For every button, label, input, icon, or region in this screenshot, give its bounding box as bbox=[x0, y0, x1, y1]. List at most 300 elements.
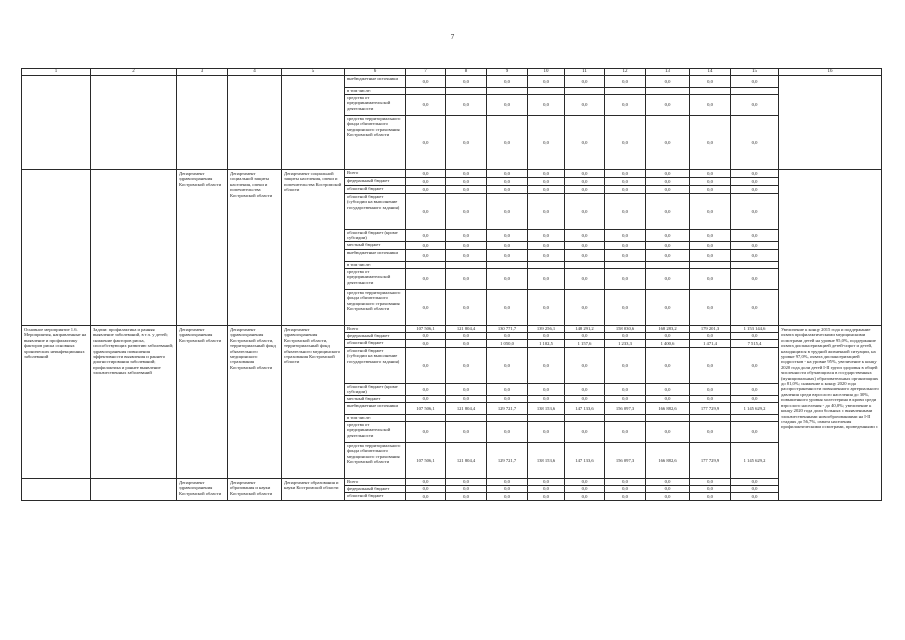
source-label: областной бюджет bbox=[345, 186, 406, 194]
source-label: средства от предпринимательской деятельности bbox=[345, 269, 406, 290]
value-cell: 0,0 bbox=[646, 95, 690, 116]
value-cell bbox=[731, 415, 779, 422]
value-cell: 1 153 144,6 bbox=[731, 326, 779, 333]
value-cell: 0,0 bbox=[565, 242, 605, 250]
value-cell bbox=[690, 415, 731, 422]
value-cell: 121 804,4 bbox=[446, 326, 487, 333]
value-cell: 0,0 bbox=[446, 290, 487, 326]
value-cell: 0,0 bbox=[406, 269, 446, 290]
value-cell: 0,0 bbox=[446, 76, 487, 88]
value-cell: 0,0 bbox=[487, 486, 528, 493]
value-cell: 0,0 bbox=[446, 194, 487, 230]
value-cell: 0,0 bbox=[646, 194, 690, 230]
value-cell bbox=[446, 88, 487, 95]
value-cell: 0,0 bbox=[446, 269, 487, 290]
value-cell: 0,0 bbox=[406, 170, 446, 178]
value-cell: 0,0 bbox=[406, 178, 446, 186]
value-cell: 0,0 bbox=[446, 230, 487, 242]
cell-col2-empty bbox=[91, 170, 177, 326]
cell-col2-empty bbox=[91, 479, 177, 501]
value-cell: 0,0 bbox=[690, 384, 731, 396]
value-cell: 107 506,1 bbox=[406, 326, 446, 333]
value-cell: 0,0 bbox=[731, 76, 779, 88]
value-cell: 158 030,6 bbox=[605, 326, 646, 333]
column-header: 3 bbox=[177, 69, 228, 76]
column-header: 9 bbox=[487, 69, 528, 76]
value-cell bbox=[646, 88, 690, 95]
source-label: областной бюджет bbox=[345, 493, 406, 501]
value-cell: 1 400,6 bbox=[646, 340, 690, 348]
value-cell: 0,0 bbox=[731, 250, 779, 262]
source-label: средства территориального фонда обязательного медицинского страхования Костромской области bbox=[345, 290, 406, 326]
value-cell: 0,0 bbox=[406, 250, 446, 262]
value-cell: 129 721,7 bbox=[487, 403, 528, 415]
co-executor: Департамент социальной защиты населения, опеки и попечительства Костромской области bbox=[228, 170, 282, 326]
value-cell bbox=[690, 88, 731, 95]
value-cell: 130 771,7 bbox=[487, 326, 528, 333]
cell-col1-empty bbox=[22, 170, 91, 326]
value-cell bbox=[406, 88, 446, 95]
value-cell: 0,0 bbox=[528, 170, 565, 178]
value-cell: 0,0 bbox=[605, 76, 646, 88]
column-header: 13 bbox=[646, 69, 690, 76]
value-cell: 0,0 bbox=[690, 486, 731, 493]
value-cell bbox=[446, 262, 487, 269]
value-cell: 0,0 bbox=[528, 396, 565, 403]
value-cell: 0,0 bbox=[646, 396, 690, 403]
column-header: 1 bbox=[22, 69, 91, 76]
value-cell: 0,0 bbox=[690, 333, 731, 340]
value-cell: 0,0 bbox=[528, 186, 565, 194]
value-cell: 0,0 bbox=[646, 269, 690, 290]
value-cell: 0,0 bbox=[605, 194, 646, 230]
value-cell: 0,0 bbox=[406, 493, 446, 501]
value-cell: 1 233,3 bbox=[605, 340, 646, 348]
source-label: средства территориального фонда обязательного медицинского страхования Костромской области bbox=[345, 116, 406, 170]
value-cell: 0,0 bbox=[731, 230, 779, 242]
value-cell: 0,0 bbox=[731, 194, 779, 230]
value-cell: 0,0 bbox=[690, 348, 731, 384]
column-header: 5 bbox=[282, 69, 345, 76]
value-cell: 0,0 bbox=[446, 348, 487, 384]
value-cell: 0,0 bbox=[406, 194, 446, 230]
value-cell: 0,0 bbox=[646, 384, 690, 396]
source-label: областной бюджет (кроме субсидии) bbox=[345, 230, 406, 242]
value-cell: 0,0 bbox=[446, 396, 487, 403]
value-cell bbox=[406, 262, 446, 269]
cell-col1-empty bbox=[22, 76, 91, 170]
column-header: 11 bbox=[565, 69, 605, 76]
value-cell: 168 283,2 bbox=[646, 326, 690, 333]
value-cell: 0,0 bbox=[646, 486, 690, 493]
source-label: областной бюджет (субсидии на выполнение государственного задания) bbox=[345, 348, 406, 384]
responsible-executor: Департамент здравоохранения Костромской области bbox=[177, 479, 228, 501]
cell-col3-empty bbox=[177, 76, 228, 170]
value-cell: 0,0 bbox=[690, 290, 731, 326]
column-header: 12 bbox=[605, 69, 646, 76]
value-cell: 0,0 bbox=[565, 348, 605, 384]
value-cell: 0,0 bbox=[528, 116, 565, 170]
participant: Департамент социальной защиты населения, опеки и попечительства Костромской области bbox=[282, 170, 345, 326]
value-cell: 0,0 bbox=[446, 250, 487, 262]
participant: Департамент здравоохранения Костромской области, территориальный фонд обязательного медицинского страхования Костромской области bbox=[282, 326, 345, 479]
value-cell bbox=[646, 262, 690, 269]
value-cell: 0,0 bbox=[690, 396, 731, 403]
value-cell: 0,0 bbox=[565, 486, 605, 493]
value-cell: 0,0 bbox=[565, 333, 605, 340]
value-cell: 0,0 bbox=[565, 170, 605, 178]
value-cell: 0,0 bbox=[406, 230, 446, 242]
value-cell: 0,0 bbox=[731, 290, 779, 326]
value-cell: 0,0 bbox=[605, 186, 646, 194]
value-cell: 0,0 bbox=[487, 116, 528, 170]
value-cell: 0,0 bbox=[731, 269, 779, 290]
value-cell: 0,0 bbox=[690, 422, 731, 443]
value-cell: 0,0 bbox=[487, 250, 528, 262]
value-cell: 0,0 bbox=[565, 178, 605, 186]
value-cell: 0,0 bbox=[646, 178, 690, 186]
page-number: 7 bbox=[450, 33, 455, 41]
value-cell: 0,0 bbox=[690, 186, 731, 194]
value-cell: 0,0 bbox=[487, 396, 528, 403]
value-cell: 138 153,6 bbox=[528, 443, 565, 479]
value-cell bbox=[528, 415, 565, 422]
value-cell: 1 050,0 bbox=[487, 340, 528, 348]
value-cell: 0,0 bbox=[690, 116, 731, 170]
value-cell: 0,0 bbox=[528, 422, 565, 443]
value-cell: 0,0 bbox=[565, 396, 605, 403]
value-cell: 0,0 bbox=[731, 333, 779, 340]
value-cell: 0,0 bbox=[731, 486, 779, 493]
value-cell: 0,0 bbox=[446, 116, 487, 170]
value-cell: 0,0 bbox=[406, 116, 446, 170]
cell-col2-empty bbox=[91, 76, 177, 170]
main-activity-title: Основное мероприятие 1.6. Мероприятия, направленные на выявление и профилактику факторов риска основных хронических неинфекционных заболеваний bbox=[22, 326, 91, 479]
source-label: в том числе: bbox=[345, 262, 406, 269]
value-cell: 0,0 bbox=[690, 493, 731, 501]
value-cell: 129 721,7 bbox=[487, 443, 528, 479]
column-header: 7 bbox=[406, 69, 446, 76]
value-cell: 0,0 bbox=[487, 422, 528, 443]
value-cell bbox=[565, 262, 605, 269]
value-cell: 1 157,6 bbox=[565, 340, 605, 348]
column-header: 6 bbox=[345, 69, 406, 76]
value-cell: 0,0 bbox=[731, 170, 779, 178]
value-cell: 0,0 bbox=[731, 116, 779, 170]
value-cell: 0,0 bbox=[605, 170, 646, 178]
value-cell: 107 506,1 bbox=[406, 403, 446, 415]
value-cell: 0,0 bbox=[446, 333, 487, 340]
responsible-executor: Департамент здравоохранения Костромской области bbox=[177, 326, 228, 479]
value-cell: 0,0 bbox=[565, 250, 605, 262]
value-cell: 0,0 bbox=[690, 170, 731, 178]
value-cell: 179 201,3 bbox=[690, 326, 731, 333]
value-cell: 0,0 bbox=[406, 396, 446, 403]
value-cell: 0,0 bbox=[406, 340, 446, 348]
value-cell: 1 145 629,2 bbox=[731, 403, 779, 415]
value-cell: 0,0 bbox=[446, 479, 487, 486]
source-label: внебюджетные источники bbox=[345, 250, 406, 262]
value-cell: 1 102,5 bbox=[528, 340, 565, 348]
value-cell: 0,0 bbox=[605, 486, 646, 493]
value-cell: 0,0 bbox=[690, 250, 731, 262]
value-cell: 0,0 bbox=[487, 178, 528, 186]
source-label: областной бюджет (кроме субсидии) bbox=[345, 384, 406, 396]
value-cell bbox=[731, 262, 779, 269]
value-cell: 0,0 bbox=[565, 384, 605, 396]
source-label: Всего bbox=[345, 479, 406, 486]
value-cell: 0,0 bbox=[528, 269, 565, 290]
value-cell: 0,0 bbox=[646, 348, 690, 384]
value-cell: 0,0 bbox=[605, 493, 646, 501]
value-cell: 147 133,6 bbox=[565, 403, 605, 415]
column-header: 8 bbox=[446, 69, 487, 76]
value-cell bbox=[487, 262, 528, 269]
value-cell: 0,0 bbox=[487, 479, 528, 486]
value-cell: 0,0 bbox=[406, 242, 446, 250]
value-cell: 0,0 bbox=[528, 290, 565, 326]
value-cell: 1 471,4 bbox=[690, 340, 731, 348]
value-cell: 0,0 bbox=[487, 348, 528, 384]
responsible-executor: Департамент здравоохранения Костромской области bbox=[177, 170, 228, 326]
value-cell: 0,0 bbox=[605, 230, 646, 242]
value-cell: 0,0 bbox=[605, 242, 646, 250]
value-cell: 0,0 bbox=[528, 493, 565, 501]
source-label: федеральный бюджет bbox=[345, 333, 406, 340]
value-cell: 0,0 bbox=[406, 95, 446, 116]
source-label: внебюджетные источники bbox=[345, 76, 406, 88]
column-header: 2 bbox=[91, 69, 177, 76]
value-cell: 0,0 bbox=[646, 116, 690, 170]
value-cell: 0,0 bbox=[731, 493, 779, 501]
value-cell: 0,0 bbox=[487, 290, 528, 326]
value-cell: 0,0 bbox=[487, 384, 528, 396]
value-cell: 0,0 bbox=[528, 194, 565, 230]
value-cell: 0,0 bbox=[605, 269, 646, 290]
value-cell: 0,0 bbox=[646, 250, 690, 262]
value-cell: 0,0 bbox=[528, 348, 565, 384]
value-cell: 121 804,4 bbox=[446, 443, 487, 479]
value-cell: 0,0 bbox=[565, 422, 605, 443]
value-cell: 0,0 bbox=[646, 170, 690, 178]
value-cell: 0,0 bbox=[528, 250, 565, 262]
value-cell: 0,0 bbox=[446, 340, 487, 348]
co-executor: Департамент здравоохранения Костромской области, территориальный фонд обязательного медицинского страхования Костромской области bbox=[228, 326, 282, 479]
value-cell bbox=[565, 415, 605, 422]
column-header: 10 bbox=[528, 69, 565, 76]
value-cell: 0,0 bbox=[446, 493, 487, 501]
value-cell: 0,0 bbox=[487, 76, 528, 88]
value-cell: 177 729,9 bbox=[690, 403, 731, 415]
value-cell: 0,0 bbox=[406, 186, 446, 194]
value-cell: 1 145 629,2 bbox=[731, 443, 779, 479]
value-cell: 0,0 bbox=[690, 178, 731, 186]
co-executor: Департамент образования и науки Костромской области bbox=[228, 479, 282, 501]
value-cell bbox=[605, 415, 646, 422]
value-cell: 0,0 bbox=[690, 95, 731, 116]
source-label: Всего bbox=[345, 326, 406, 333]
value-cell: 139 256,1 bbox=[528, 326, 565, 333]
value-cell: 0,0 bbox=[646, 242, 690, 250]
value-cell: 148 291,2 bbox=[565, 326, 605, 333]
value-cell: 0,0 bbox=[605, 290, 646, 326]
value-cell: 0,0 bbox=[731, 242, 779, 250]
value-cell: 0,0 bbox=[646, 290, 690, 326]
value-cell bbox=[605, 88, 646, 95]
value-cell: 0,0 bbox=[487, 493, 528, 501]
value-cell: 0,0 bbox=[646, 230, 690, 242]
value-cell: 0,0 bbox=[605, 333, 646, 340]
participant: Департамент образования и науки Костромской области bbox=[282, 479, 345, 501]
value-cell: 0,0 bbox=[605, 479, 646, 486]
value-cell: 0,0 bbox=[406, 479, 446, 486]
value-cell bbox=[487, 415, 528, 422]
value-cell: 0,0 bbox=[731, 186, 779, 194]
value-cell: 166 882,6 bbox=[646, 443, 690, 479]
value-cell: 0,0 bbox=[565, 76, 605, 88]
value-cell: 0,0 bbox=[528, 384, 565, 396]
value-cell bbox=[406, 415, 446, 422]
value-cell: 0,0 bbox=[646, 479, 690, 486]
activity-tasks: Задачи: профилактика и ранняя выявление заболеваний, в т.ч. у детей; снижение факторов риска, способствующих развитию заболеваний; здравоохранения повышения эффективности выявления и раннего диагностирования заболеваний; профилактика и раннее выявление злокачественных заболеваний bbox=[91, 326, 177, 479]
value-cell: 0,0 bbox=[731, 422, 779, 443]
value-cell: 0,0 bbox=[406, 422, 446, 443]
value-cell: 0,0 bbox=[646, 333, 690, 340]
value-cell: 0,0 bbox=[731, 384, 779, 396]
value-cell: 0,0 bbox=[487, 194, 528, 230]
value-cell: 0,0 bbox=[646, 493, 690, 501]
value-cell: 0,0 bbox=[528, 230, 565, 242]
value-cell: 147 133,6 bbox=[565, 443, 605, 479]
value-cell: 0,0 bbox=[565, 116, 605, 170]
value-cell: 0,0 bbox=[487, 333, 528, 340]
value-cell: 0,0 bbox=[565, 95, 605, 116]
source-label: областной бюджет (субсидии на выполнение государственного задания) bbox=[345, 194, 406, 230]
source-label: федеральный бюджет bbox=[345, 178, 406, 186]
value-cell: 0,0 bbox=[528, 333, 565, 340]
value-cell: 166 882,6 bbox=[646, 403, 690, 415]
value-cell bbox=[690, 262, 731, 269]
value-cell: 0,0 bbox=[605, 95, 646, 116]
source-label: в том числе: bbox=[345, 415, 406, 422]
value-cell: 0,0 bbox=[690, 76, 731, 88]
value-cell: 0,0 bbox=[565, 479, 605, 486]
column-header: 4 bbox=[228, 69, 282, 76]
value-cell: 0,0 bbox=[731, 178, 779, 186]
cell-col4-empty bbox=[228, 76, 282, 170]
value-cell: 0,0 bbox=[605, 422, 646, 443]
value-cell bbox=[487, 88, 528, 95]
source-label: местный бюджет bbox=[345, 396, 406, 403]
value-cell: 0,0 bbox=[446, 422, 487, 443]
column-header: 14 bbox=[690, 69, 731, 76]
value-cell: 0,0 bbox=[528, 178, 565, 186]
value-cell: 0,0 bbox=[487, 242, 528, 250]
cell-col1-empty bbox=[22, 479, 91, 501]
value-cell: 0,0 bbox=[690, 269, 731, 290]
source-label: Всего bbox=[345, 170, 406, 178]
value-cell: 0,0 bbox=[690, 479, 731, 486]
value-cell: 0,0 bbox=[565, 493, 605, 501]
value-cell: 0,0 bbox=[690, 230, 731, 242]
cell-col16-empty bbox=[779, 170, 882, 326]
value-cell: 0,0 bbox=[406, 384, 446, 396]
value-cell: 0,0 bbox=[605, 348, 646, 384]
value-cell: 0,0 bbox=[528, 486, 565, 493]
value-cell: 0,0 bbox=[528, 479, 565, 486]
value-cell: 0,0 bbox=[528, 242, 565, 250]
value-cell: 177 729,9 bbox=[690, 443, 731, 479]
value-cell: 0,0 bbox=[406, 348, 446, 384]
value-cell: 0,0 bbox=[406, 290, 446, 326]
column-header: 16 bbox=[779, 69, 882, 76]
source-label: средства от предпринимательской деятельности bbox=[345, 422, 406, 443]
source-label: местный бюджет bbox=[345, 242, 406, 250]
value-cell: 0,0 bbox=[446, 186, 487, 194]
value-cell: 107 506,1 bbox=[406, 443, 446, 479]
value-cell: 0,0 bbox=[565, 230, 605, 242]
value-cell: 0,0 bbox=[446, 95, 487, 116]
value-cell: 0,0 bbox=[646, 186, 690, 194]
value-cell: 0,0 bbox=[487, 230, 528, 242]
source-label: внебюджетные источники bbox=[345, 403, 406, 415]
value-cell: 0,0 bbox=[446, 178, 487, 186]
value-cell: 0,0 bbox=[446, 486, 487, 493]
value-cell bbox=[646, 415, 690, 422]
value-cell bbox=[565, 88, 605, 95]
expected-result: Увеличение к концу 2015 года и поддержание охвата профилактическими медицинскими осмотрами детей на уровне 95,0%, поддержание охвата диспансеризацией детей-сирот и детей, находящихся в трудной жизненной ситуации, на уровне 97,0%, охвата диспансеризацией подростков - на уровне 95%, увеличение к концу 2020 года доли детей I-II групп здоровья в общей численности обучающихся в государственных (муниципальных) образовательных организациях до 81,0%; снижение к концу 2020 года распространенности повышенного артериального давления среди взрослого населения до 30%, повышенного уровня холестерина в крови среди взрослого населения - до 40,0%; увеличение к концу 2020 года доли больных с выявленными злокачественными новообразованиями на I-II стадиях до 56,7%, охвата населения профилактическими осмотрами, проведенными с bbox=[779, 326, 882, 501]
source-label: средства от предпринимательской деятельности bbox=[345, 95, 406, 116]
value-cell: 156 097,3 bbox=[605, 403, 646, 415]
value-cell: 0,0 bbox=[487, 186, 528, 194]
value-cell bbox=[446, 415, 487, 422]
value-cell: 0,0 bbox=[565, 290, 605, 326]
column-header: 15 bbox=[731, 69, 779, 76]
value-cell bbox=[528, 88, 565, 95]
value-cell: 0,0 bbox=[646, 422, 690, 443]
value-cell: 156 097,3 bbox=[605, 443, 646, 479]
value-cell: 0,0 bbox=[446, 242, 487, 250]
value-cell: 0,0 bbox=[731, 348, 779, 384]
value-cell: 0,0 bbox=[406, 486, 446, 493]
value-cell: 0,0 bbox=[731, 479, 779, 486]
value-cell: 0,0 bbox=[605, 116, 646, 170]
value-cell: 0,0 bbox=[487, 269, 528, 290]
value-cell: 0,0 bbox=[446, 384, 487, 396]
value-cell: 0,0 bbox=[565, 194, 605, 230]
value-cell: 0,0 bbox=[605, 178, 646, 186]
value-cell: 121 804,4 bbox=[446, 403, 487, 415]
value-cell: 0,0 bbox=[406, 333, 446, 340]
source-label: в том числе: bbox=[345, 88, 406, 95]
program-financing-table bbox=[21, 68, 882, 501]
value-cell: 0,0 bbox=[528, 76, 565, 88]
value-cell: 0,0 bbox=[487, 170, 528, 178]
value-cell: 7 515,4 bbox=[731, 340, 779, 348]
source-label: федеральный бюджет bbox=[345, 486, 406, 493]
value-cell: 0,0 bbox=[731, 95, 779, 116]
value-cell: 0,0 bbox=[487, 95, 528, 116]
value-cell bbox=[605, 262, 646, 269]
source-label: средства территориального фонда обязательного медицинского страхования Костромской области bbox=[345, 443, 406, 479]
value-cell: 0,0 bbox=[565, 186, 605, 194]
value-cell: 0,0 bbox=[565, 269, 605, 290]
value-cell: 0,0 bbox=[528, 95, 565, 116]
value-cell: 0,0 bbox=[605, 396, 646, 403]
cell-col5-empty bbox=[282, 76, 345, 170]
value-cell: 0,0 bbox=[646, 76, 690, 88]
value-cell bbox=[528, 262, 565, 269]
